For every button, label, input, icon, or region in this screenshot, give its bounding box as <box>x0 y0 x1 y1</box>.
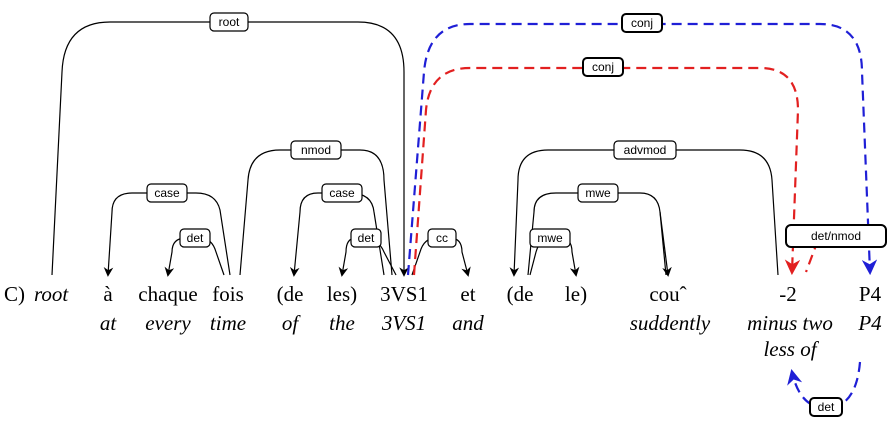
word-le: le) <box>564 282 588 306</box>
gloss-time: time <box>209 311 247 335</box>
word-de1: (de <box>276 282 304 306</box>
svg-text:conj: conj <box>591 60 615 74</box>
gloss-every: every <box>145 311 191 335</box>
gloss-3vs1: 3VS1 <box>381 311 427 335</box>
svg-text:nmod: nmod <box>300 143 332 157</box>
word-root: root <box>34 282 69 306</box>
gloss-suddently: suddently <box>629 311 711 335</box>
word-de2: (de <box>506 282 534 306</box>
word-3vs1: 3VS1 <box>380 282 428 306</box>
word-fois: fois <box>212 282 244 306</box>
svg-text:advmod: advmod <box>623 143 667 157</box>
svg-text:det: det <box>357 231 375 245</box>
word-les: les) <box>326 282 358 306</box>
arc-conj-red <box>414 68 798 275</box>
word-minus2: -2 <box>779 282 797 306</box>
svg-text:det: det <box>186 231 204 245</box>
word-cou: couˆ <box>649 282 687 306</box>
arc-cou <box>660 212 668 275</box>
svg-text:mwe: mwe <box>537 231 563 245</box>
label-det2 <box>351 229 381 247</box>
svg-text:case: case <box>154 186 180 200</box>
label-det-nmod <box>786 225 886 247</box>
gloss-and: and <box>452 311 484 335</box>
gloss-p4: P4 <box>858 311 882 335</box>
arc-advmod <box>514 150 778 275</box>
label-conj-red <box>583 58 623 76</box>
label-mwe1 <box>578 184 618 202</box>
svg-text:mwe: mwe <box>585 186 611 200</box>
gloss-less-of: less of <box>763 337 817 361</box>
gloss-of: of <box>281 311 299 335</box>
label-root <box>210 13 248 31</box>
label-det-bottom <box>810 398 842 416</box>
label-nmod <box>291 141 341 159</box>
gloss-at: at <box>99 311 117 335</box>
label-advmod <box>614 141 676 159</box>
label-conj-blue <box>622 14 662 32</box>
svg-text:case: case <box>329 186 355 200</box>
svg-text:conj: conj <box>630 16 654 30</box>
svg-text:det: det <box>817 400 835 414</box>
gloss-minus-two: minus two <box>747 311 833 335</box>
label-mwe2 <box>530 229 570 247</box>
label-case1 <box>147 184 187 202</box>
word-a: à <box>103 282 113 306</box>
arc-nmod <box>240 150 392 275</box>
word-et: et <box>460 282 476 306</box>
label-case2 <box>322 184 362 202</box>
arc-case1 <box>108 193 230 275</box>
label-det1 <box>180 229 210 247</box>
svg-text:det/nmod: det/nmod <box>810 229 862 243</box>
svg-text:cc: cc <box>436 231 448 245</box>
word-chaque: chaque <box>138 282 198 306</box>
word-p4: P4 <box>858 282 882 306</box>
word-prefix: C) <box>4 282 25 306</box>
label-cc <box>428 229 456 247</box>
svg-text:root: root <box>218 15 240 29</box>
gloss-the: the <box>329 311 355 335</box>
